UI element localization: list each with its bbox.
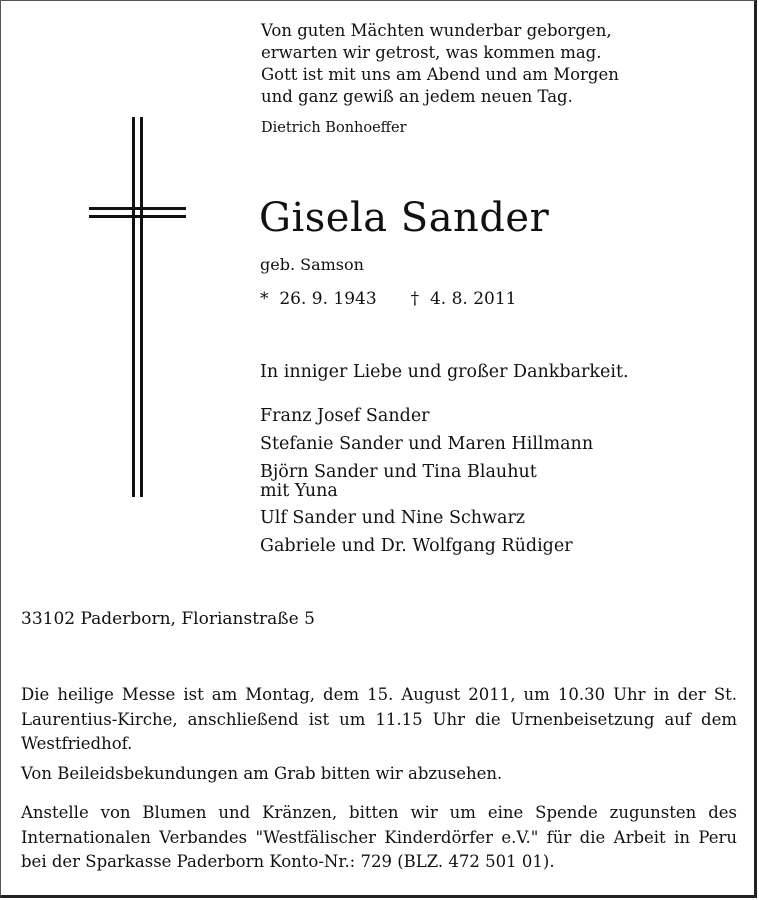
poem-line: Von guten Mächten wunderbar geborgen,	[261, 21, 612, 40]
poem-line: erwarten wir getrost, was kommen mag.	[261, 43, 602, 62]
poem-line: und ganz gewiß an jedem neuen Tag.	[261, 87, 573, 106]
deceased-name: Gisela Sander	[259, 195, 550, 241]
mourner-name: Stefanie Sander und Maren Hillmann	[260, 434, 594, 454]
birth-date: 26. 9. 1943	[279, 289, 377, 309]
donation-notice: Anstelle von Blumen und Kränzen, bitten wir um eine Spende zugunsten des Internationalen Verbandes "Westfälischer Kinderdörfer e.V." für die Arbeit in Peru bei der Sparkasse Paderborn Konto-Nr.: 729 (BLZ. 472 501 01).	[21, 803, 737, 871]
birth-name: geb. Samson	[260, 255, 364, 274]
death-symbol: †	[410, 289, 420, 309]
condolence-notice: Von Beileidsbekundungen am Grab bitten wir abzusehen.	[21, 764, 503, 783]
mourner-name: Ulf Sander und Nine Schwarz	[260, 508, 526, 528]
mourner-name: Franz Josef Sander	[260, 406, 430, 426]
mourner-name: Gabriele und Dr. Wolfgang Rüdiger	[260, 536, 573, 556]
family-address: 33102 Paderborn, Florianstraße 5	[21, 609, 315, 629]
poem-author: Dietrich Bonhoeffer	[261, 120, 407, 136]
cross-icon	[89, 117, 186, 497]
mourner-name: Björn Sander und Tina Blauhut	[260, 462, 537, 482]
birth-symbol: *	[260, 289, 269, 309]
poem	[261, 20, 619, 108]
mourner-name: mit Yuna	[260, 481, 338, 501]
poem-line: Gott ist mit uns am Abend und am Morgen	[261, 65, 619, 84]
mass-notice: Die heilige Messe ist am Montag, dem 15. August 2011, um 10.30 Uhr in der St. Laurentius-Kirche, anschließend ist um 11.15 Uhr die Urnenbeisetzung auf dem Westfriedhof.	[21, 685, 737, 753]
death-date: 4. 8. 2011	[429, 289, 517, 309]
mourners-intro: In inniger Liebe und großer Dankbarkeit.	[260, 362, 629, 382]
mourners-list	[260, 402, 593, 560]
life-dates	[260, 289, 516, 309]
